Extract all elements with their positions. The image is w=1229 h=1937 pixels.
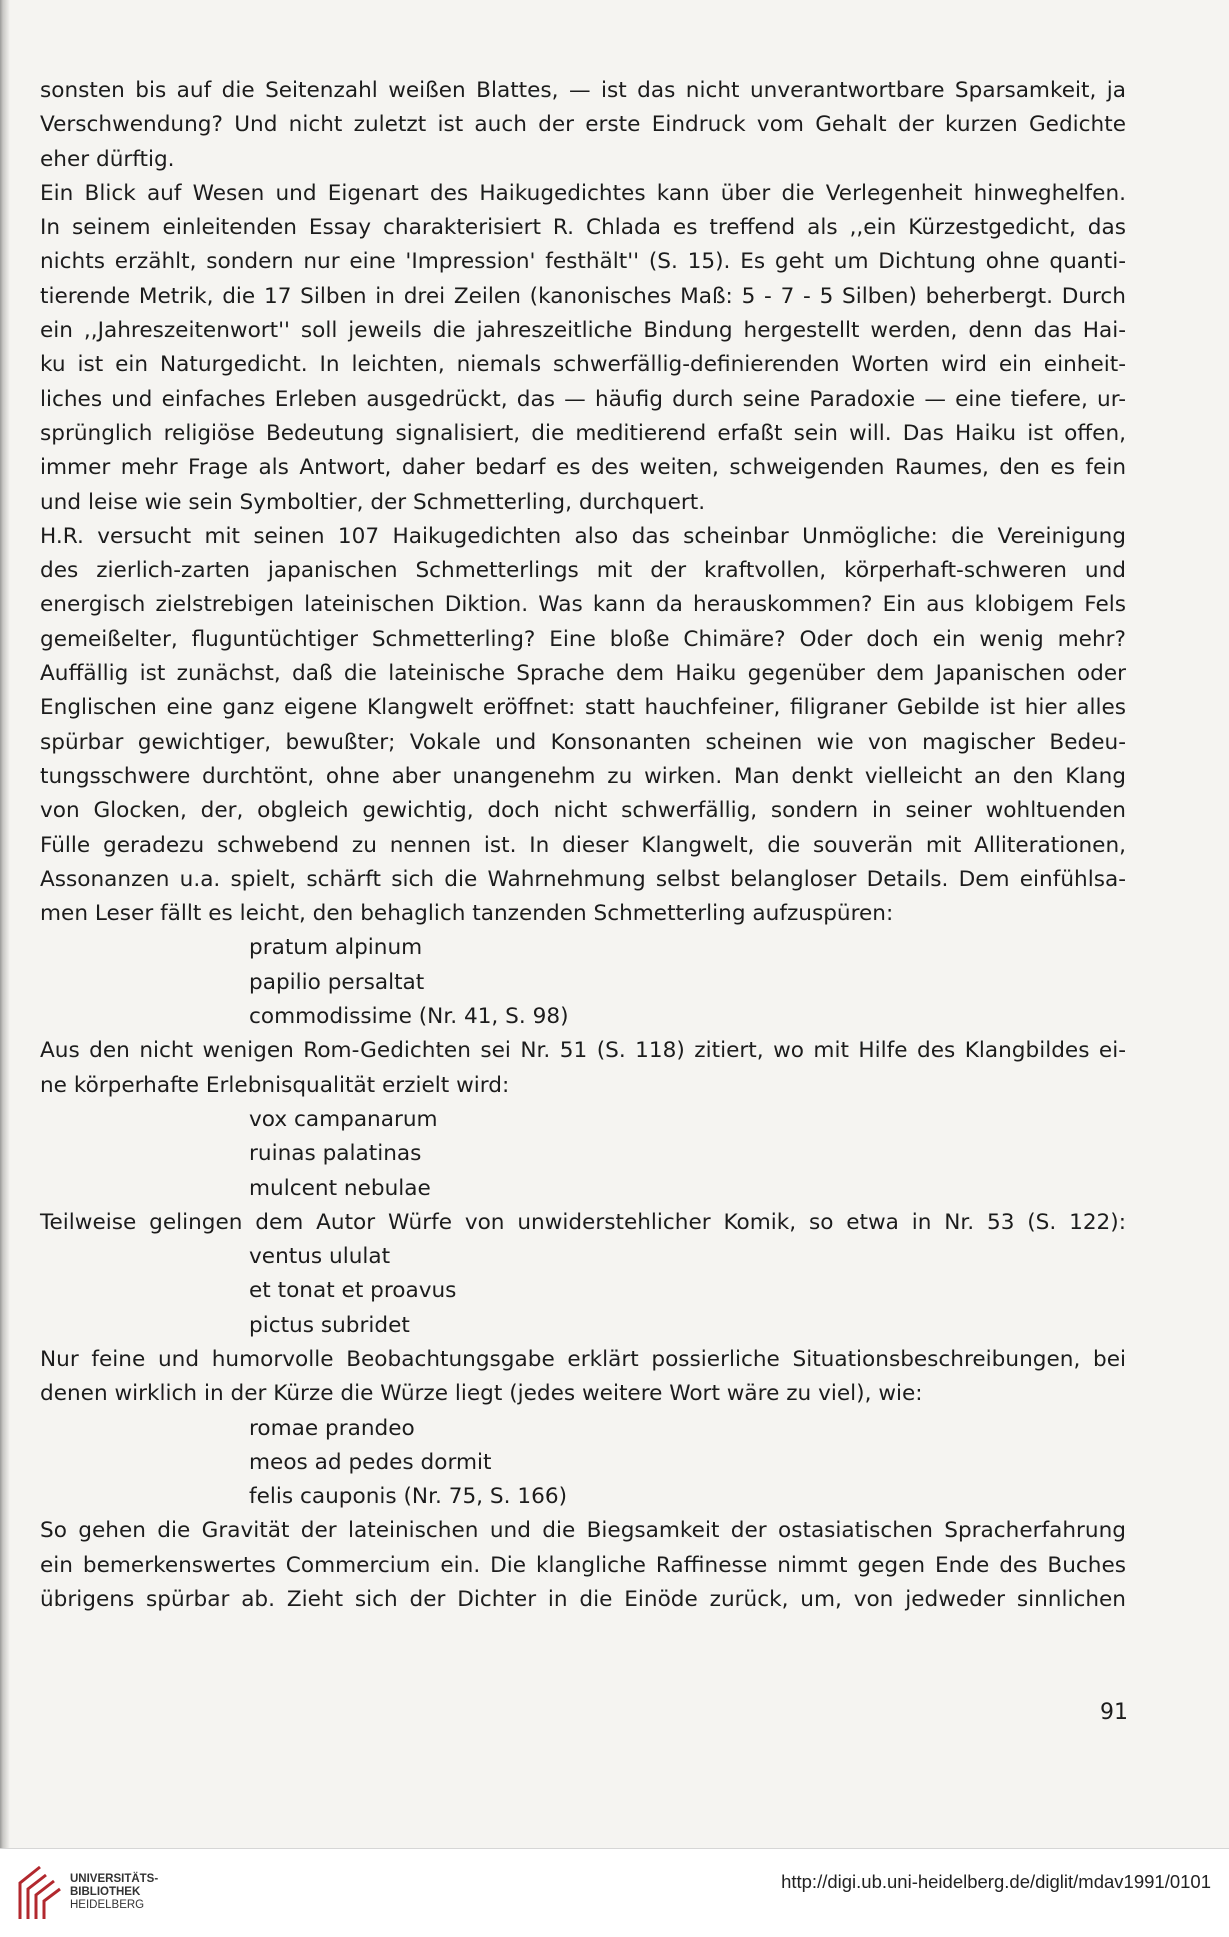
verse-line: commodissime (Nr. 41, S. 98) bbox=[249, 1004, 569, 1030]
text-line: energisch zielstrebigen lateinischen Diktion. Was kann da herauskommen? Ein aus klobigem Fels bbox=[40, 592, 1126, 618]
text-line: tungsschwere durchtönt, ohne aber unangenehm zu wirken. Man denkt vielleicht an den Klang bbox=[40, 763, 1126, 789]
text-line: Englischen eine ganz eigene Klangwelt eröffnet: statt hauchfeiner, filigraner Gebilde ist hier alles bbox=[40, 695, 1126, 721]
library-logo-icon bbox=[14, 1861, 62, 1923]
text-line: Auffällig ist zunächst, daß die lateinische Sprache dem Haiku gegenüber dem Japanischen oder bbox=[40, 661, 1126, 687]
text-line: Ein Blick auf Wesen und Eigenart des Haikugedichtes kann über die Verlegenheit hinweghelfen. bbox=[40, 180, 1126, 206]
text-line: des zierlich-zarten japanischen Schmetterlings mit der kraftvollen, körperhaft-schweren und bbox=[40, 558, 1126, 584]
library-name bbox=[70, 1873, 158, 1912]
text-line: ne körperhafte Erlebnisqualität erzielt wird: bbox=[40, 1072, 510, 1098]
text-line: In seinem einleitenden Essay charakterisiert R. Chlada es treffend als ,,ein Kürzestgedicht, das bbox=[40, 215, 1126, 241]
text-line: ku ist ein Naturgedicht. In leichten, niemals schwerfällig-definierenden Worten wird ein einheit- bbox=[40, 352, 1126, 378]
library-name-line: HEIDELBERG bbox=[70, 1899, 145, 1911]
text-line: eher dürftig. bbox=[40, 146, 175, 172]
text-line: Aus den nicht wenigen Rom-Gedichten sei Nr. 51 (S. 118) zitiert, wo mit Hilfe des Klangbildes ei- bbox=[40, 1038, 1126, 1064]
page-binding-shadow bbox=[0, 0, 10, 1848]
text-line: Nur feine und humorvolle Beobachtungsgabe erklärt possierliche Situationsbeschreibungen, bei bbox=[40, 1346, 1126, 1372]
verse-line: ruinas palatinas bbox=[249, 1141, 422, 1167]
text-line: H.R. versucht mit seinen 107 Haikugedichten also das scheinbar Unmögliche: die Vereinigung bbox=[40, 523, 1126, 549]
text-line: sonsten bis auf die Seitenzahl weißen Blattes, — ist das nicht unverantwortbare Sparsamkeit, ja bbox=[40, 78, 1126, 103]
text-line: nichts erzählt, sondern nur eine 'Impression' festhält'' (S. 15). Es geht um Dichtung ohne quanti- bbox=[40, 249, 1126, 275]
verse-line: pratum alpinum bbox=[249, 935, 423, 961]
source-url-link[interactable]: http://digi.ub.uni-heidelberg.de/diglit/mdav1991/0101 bbox=[781, 1871, 1211, 1892]
text-line: und leise wie sein Symboltier, der Schmetterling, durchquert. bbox=[40, 489, 706, 515]
verse-line: meos ad pedes dormit bbox=[249, 1449, 492, 1475]
text-line: So gehen die Gravität der lateinischen und die Biegsamkeit der ostasiatischen Spracherfahrung bbox=[40, 1518, 1126, 1544]
text-line: ein bemerkenswertes Commercium ein. Die klangliche Raffinesse nimmt gegen Ende des Buches bbox=[40, 1552, 1126, 1578]
text-line: denen wirklich in der Kürze die Würze liegt (jedes weitere Wort wäre zu viel), wie: bbox=[40, 1381, 923, 1407]
viewer-footer bbox=[0, 1848, 1229, 1937]
verse-line: felis cauponis (Nr. 75, S. 166) bbox=[249, 1484, 567, 1510]
verse-line: romae prandeo bbox=[249, 1415, 415, 1441]
text-line: immer mehr Frage als Antwort, daher bedarf es des weiten, schweigenden Raumes, den es fein bbox=[40, 455, 1126, 481]
text-line: men Leser fällt es leicht, den behaglich tanzenden Schmetterling aufzuspüren: bbox=[40, 901, 894, 927]
text-line: Fülle geradezu schwebend zu nennen ist. In dieser Klangwelt, die souverän mit Alliterationen, bbox=[40, 832, 1126, 858]
verse-line: papilio persaltat bbox=[249, 969, 425, 995]
text-line: ein ,,Jahreszeitenwort'' soll jeweils die jahreszeitliche Bindung hergestellt werden, denn das Hai- bbox=[40, 318, 1126, 344]
page-number: 91 bbox=[1100, 1700, 1128, 1725]
text-line: liches und einfaches Erleben ausgedrückt, das — häufig durch seine Paradoxie — eine tiefere, ur- bbox=[40, 386, 1126, 412]
text-line: Assonanzen u.a. spielt, schärft sich die Wahrnehmung selbst belangloser Details. Dem einfühlsa- bbox=[40, 866, 1126, 892]
verse-line: pictus subridet bbox=[249, 1312, 410, 1338]
text-line: gemeißelter, fluguntüchtiger Schmetterling? Eine bloße Chimäre? Oder doch ein wenig mehr? bbox=[40, 626, 1126, 652]
verse-line: et tonat et proavus bbox=[249, 1278, 457, 1304]
text-line: übrigens spürbar ab. Zieht sich der Dichter in die Einöde zurück, um, von jedweder sinnlichen bbox=[40, 1587, 1126, 1613]
verse-line: ventus ululat bbox=[249, 1244, 391, 1270]
text-line: Teilweise gelingen dem Autor Würfe von unwiderstehlicher Komik, so etwa in Nr. 53 (S. 122): bbox=[40, 1209, 1126, 1235]
verse-line: vox campanarum bbox=[249, 1106, 438, 1132]
library-name-line: UNIVERSITÄTS- bbox=[70, 1873, 159, 1885]
text-line: von Glocken, der, obgleich gewichtig, doch nicht schwerfällig, sondern in seiner wohltuenden bbox=[40, 798, 1126, 824]
text-line: Verschwendung? Und nicht zuletzt ist auch der erste Eindruck vom Gehalt der kurzen Gedichte bbox=[40, 112, 1126, 138]
verse-line: mulcent nebulae bbox=[249, 1175, 431, 1201]
text-line: tierende Metrik, die 17 Silben in drei Zeilen (kanonisches Maß: 5 - 7 - 5 Silben) beherbergt. Durch bbox=[40, 283, 1126, 309]
library-name-line: BIBLIOTHEK bbox=[70, 1886, 141, 1898]
body-text bbox=[40, 74, 1126, 1617]
text-line: spürbar gewichtiger, bewußter; Vokale und Konsonanten scheinen wie von magischer Bedeu- bbox=[40, 729, 1126, 755]
text-line: sprünglich religiöse Bedeutung signalisiert, die meditierend erfaßt sein will. Das Haiku ist offen, bbox=[40, 420, 1126, 446]
